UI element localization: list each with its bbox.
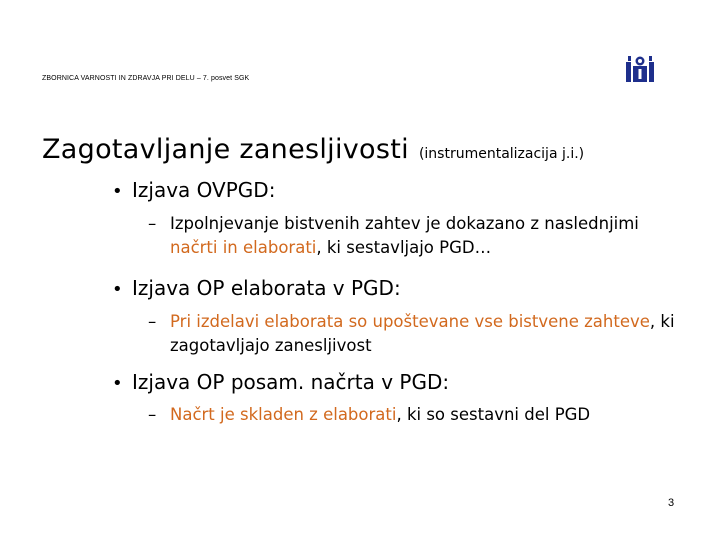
header-note: ZBORNICA VARNOSTI IN ZDRAVJA PRI DELU – 7. posvet SGK [42, 75, 250, 82]
dash-marker: – [148, 405, 157, 424]
bullet-marker: • [112, 373, 123, 394]
highlighted-text: načrti in elaborati [170, 238, 317, 257]
sub-item [148, 310, 688, 358]
title-main: Zagotavljanje zanesljivosti [42, 134, 409, 165]
bullet-label: Izjava OP elaborata v PGD: [132, 276, 401, 300]
sub-text-part: , ki zagotavljajo zanesljivost [170, 312, 675, 355]
slide-title [42, 134, 584, 165]
bullet-label: Izjava OP posam. načrta v PGD: [132, 370, 450, 394]
sub-text-part: , ki so sestavni del PGD [396, 405, 591, 424]
sub-item-text [170, 310, 688, 358]
bullet-marker: • [112, 279, 123, 300]
highlighted-text: Pri izdelavi elaborata so upoštevane vse bistvene zahteve [170, 312, 650, 331]
sub-text-part: , ki sestavljajo PGD… [316, 238, 492, 257]
sub-item [148, 403, 648, 427]
bullet-marker: • [112, 181, 123, 202]
sub-item-text [170, 403, 648, 427]
sub-item-text [170, 212, 688, 260]
bullet-item [112, 276, 401, 300]
highlighted-text: Načrt je skladen z elaborati [170, 405, 397, 424]
bullet-label: Izjava OVPGD: [132, 178, 276, 202]
sub-item [148, 212, 688, 260]
page-number: 3 [668, 497, 675, 509]
dash-marker: – [148, 214, 157, 233]
institution-logo-icon [624, 52, 656, 84]
dash-marker: – [148, 312, 157, 331]
title-subtitle: (instrumentalizacija j.i.) [418, 146, 585, 162]
sub-text-part: Izpolnjevanje bistvenih zahtev je dokazano z naslednjimi [170, 214, 639, 233]
bullet-item [112, 178, 275, 202]
bullet-item [112, 370, 449, 394]
